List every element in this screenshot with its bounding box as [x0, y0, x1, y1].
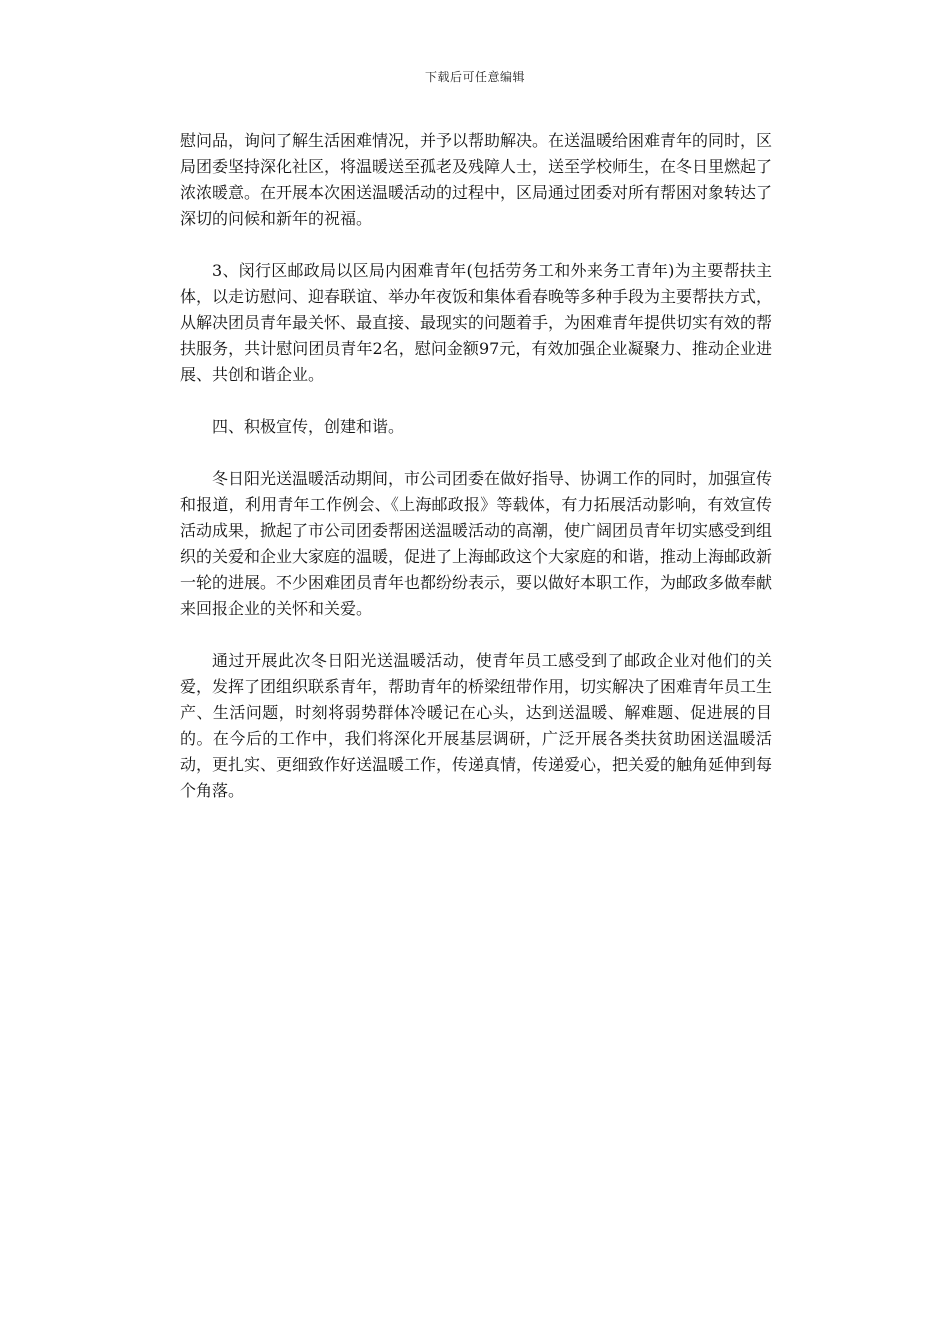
document-body: [180, 128, 772, 830]
paragraph-minhang-post-office: 3、闵行区邮政局以区局内困难青年(包括劳务工和外来务工青年)为主要帮扶主体，以走访慰问、迎春联谊、举办年夜饭和集体看春晚等多种手段为主要帮扶方式，从解决团员青年最关怀、最直接、最现实的问题着手，为困难青年提供切实有效的帮扶服务，共计慰问团员青年2名，慰问金额97元，有效加强企业凝聚力、推动企业进展、共创和谐企业。: [180, 261, 773, 384]
paragraph-publicity: 冬日阳光送温暖活动期间，市公司团委在做好指导、协调工作的同时，加强宣传和报道，利用青年工作例会、《上海邮政报》等载体，有力拓展活动影响，有效宣传活动成果，掀起了市公司团委帮困送温暖活动的高潮，使广阔团员青年切实感受到组织的关爱和企业大家庭的温暖，促进了上海邮政这个大家庭的和谐，推动上海邮政新一轮的进展。不少困难团员青年也都纷纷表示，要以做好本职工作，为邮政多做奉献来回报企业的关怀和关爱。: [180, 469, 773, 618]
paragraph-conclusion: 通过开展此次冬日阳光送温暖活动，使青年员工感受到了邮政企业对他们的关爱，发挥了团组织联系青年，帮助青年的桥梁纽带作用，切实解决了困难青年员工生产、生活问题，时刻将弱势群体冷暖记在心头，达到送温暖、解难题、促进展的目的。在今后的工作中，我们将深化开展基层调研，广泛开展各类扶贫助困送温暖活动，更扎实、更细致作好送温暖工作，传递真情，传递爱心，把关爱的触角延伸到每个角落。: [180, 651, 773, 800]
paragraph-continuation: 慰问品，询问了解生活困难情况，并予以帮助解决。在送温暖给困难青年的同时，区局团委坚持深化社区，将温暖送至孤老及残障人士，送至学校师生，在冬日里燃起了浓浓暖意。在开展本次困送温暖活动的过程中，区局通过团委对所有帮困对象转达了深切的问候和新年的祝福。: [180, 131, 773, 228]
section-heading-four: 四、积极宣传，创建和谐。: [212, 417, 405, 436]
page-header: 下载后可任意编辑: [424, 70, 525, 84]
